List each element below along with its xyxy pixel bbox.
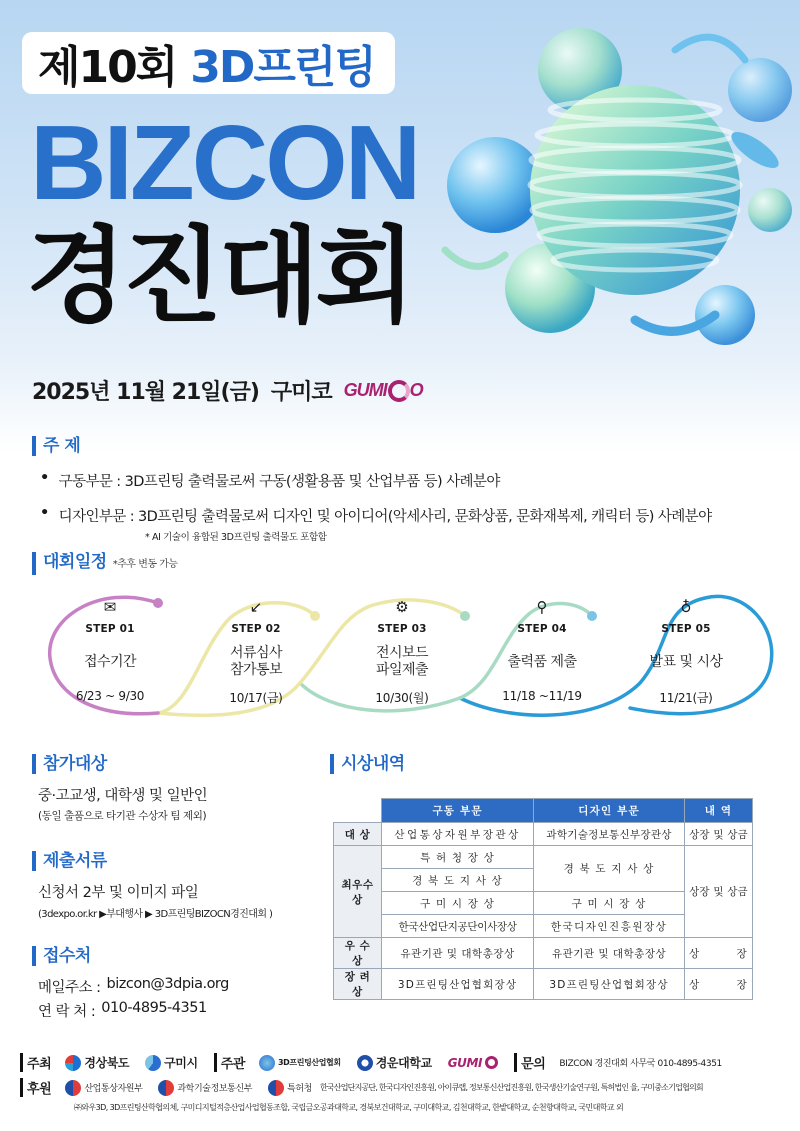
kyungwoon-logo-icon (357, 1055, 373, 1071)
row-excellent-label: 우 수 상 (334, 938, 382, 969)
eligibility-heading: 참가대상 (32, 754, 107, 774)
col-design: 디자인 부문 (534, 799, 685, 823)
host-gyeongbuk: 경상북도 (65, 1054, 129, 1071)
table-row: 경 북 도 지 사 상 (334, 869, 753, 892)
gov-emblem-icon (268, 1080, 284, 1096)
host-label: 주최 (20, 1053, 51, 1072)
hero-3d-sphere-illustration (425, 10, 800, 370)
step-title: 발표 및 시상 (649, 653, 723, 670)
documents-heading: 제출서류 (32, 851, 107, 871)
edition-number: 제10회 (38, 42, 177, 93)
theme-item-label: 디자인부문 : (58, 509, 135, 525)
footer-host-row (20, 1053, 722, 1072)
gyeongbuk-logo-icon (65, 1055, 81, 1071)
row-grand-label: 대 상 (334, 823, 382, 846)
awards-heading: 시상내역 (330, 754, 405, 774)
search-icon: ⚲ (536, 598, 548, 616)
schedule-note: *추후 변동 가능 (112, 559, 178, 570)
step-title: 전시보드 파일제출 (375, 645, 429, 678)
eligibility-sub: (동일 출품으로 타기관 수상자 팀 제외) (38, 810, 207, 822)
step-label: STEP 05 (661, 623, 711, 635)
sponsor-list: 한국산업단지공단, 한국디자인진흥원, 아이큐랩, 정보통신산업진흥원, 한국생산기술연구원, 특허법인 율, 구미중소기업협의회 (319, 1083, 703, 1092)
contact-label: 문의 (514, 1053, 545, 1072)
submission-phone-row (38, 1000, 207, 1021)
phone-label: 연 락 처 : (38, 1004, 96, 1020)
schedule-heading: 대회일정 *추후 변동 가능 (32, 552, 178, 575)
organizer-3dpia: 3D프린팅산업협회 (259, 1055, 341, 1071)
title-contest: 경진대회 (26, 215, 412, 337)
table-row: 대 상 산업통상자원부장관상 과학기술정보통신부장관상 상장 및 상금 (334, 823, 753, 846)
theme-item-drive: • 구동부문 : 3D프린팅 출력물로써 구동(생활용품 및 산업부품 등) 사례분야 (40, 470, 500, 490)
chart-arrow-icon: ↙ (249, 598, 263, 616)
phone-value: 010-4895-4351 (101, 1000, 207, 1016)
theme-heading: 주 제 (32, 436, 80, 456)
organizer-label: 주관 (214, 1053, 245, 1072)
step-label: STEP 03 (377, 623, 427, 635)
documents-main: 신청서 2부 및 이미지 파일 (38, 885, 199, 901)
step-05 (626, 598, 746, 706)
step-date: 10/30(월) (375, 691, 429, 705)
step-02 (196, 598, 316, 706)
sponsor-msit: 과학기술정보통신부 (158, 1080, 252, 1096)
host-gumi: 구미시 (145, 1054, 198, 1071)
event-date-line (32, 375, 423, 406)
table-row: 장 려 상 3D프린팅산업협회장상 3D프린팅산업협회장상 상 장 (334, 969, 753, 1000)
step-title: 접수기간 (83, 653, 137, 670)
step-date: 11/18 ~11/19 (502, 689, 582, 703)
theme-item-label: 구동부문 : (58, 474, 121, 490)
step-03 (342, 598, 462, 706)
table-row (334, 799, 753, 823)
col-drive: 구동 부문 (382, 799, 534, 823)
step-label: STEP 04 (517, 623, 567, 635)
email-value: bizcon@3dpia.org (106, 976, 229, 992)
edition-badge (22, 32, 395, 94)
theme-item-design: • 디자인부문 : 3D프린팅 출력물로써 디자인 및 아이디어(악세사리, 문화상품, 문화재복제, 캐릭터 등) 사례분야 (40, 505, 712, 525)
organizer-gumico: GUMI (448, 1056, 498, 1070)
col-detail: 내 역 (685, 799, 753, 823)
submission-heading: 접수처 (32, 946, 91, 966)
step-label: STEP 02 (231, 623, 281, 635)
row-top-label: 최우수상 (334, 846, 382, 938)
step-01 (50, 598, 170, 703)
table-row: 우 수 상 유관기관 및 대학총장상 유관기관 및 대학총장상 상 장 (334, 938, 753, 969)
gov-emblem-icon (65, 1080, 81, 1096)
gov-emblem-icon (158, 1080, 174, 1096)
gumico-ring-icon (485, 1056, 498, 1069)
step-date: 10/17(금) (229, 691, 283, 705)
event-venue: 구미코 (270, 380, 332, 405)
sponsor-kipo: 특허청 (268, 1080, 312, 1096)
gumico-logo: GUMI O (343, 380, 423, 400)
sponsor-motie: 산업통상자원부 (65, 1080, 142, 1096)
3dpia-logo-icon (259, 1055, 275, 1071)
step-date: 6/23 ~ 9/30 (75, 689, 145, 703)
step-04 (482, 598, 602, 703)
table-row: 최우수상 특 허 청 장 상 경 북 도 지 사 상 상장 및 상금 (334, 846, 753, 869)
email-label: 메일주소 : (38, 980, 101, 996)
sponsor-label: 후원 (20, 1078, 51, 1097)
mail-icon: ✉ (103, 598, 117, 616)
sponsor-list-2: ㈜와우3D, 3D프린팅산학협의체, 구미디지털적층산업사업협동조합, 국립금오공과대학교, 경북보건대학교, 구미대학교, 김천대학교, 한밭대학교, 순천향대학교, 국민대학교 외 (74, 1103, 624, 1112)
step-title: 출력품 제출 (507, 653, 577, 670)
step-label: STEP 01 (85, 623, 135, 635)
submission-email-row (38, 976, 229, 997)
event-date: 2025년 11월 21일(금) (32, 380, 259, 405)
theme-item-text: 3D프린팅 출력물로써 구동(생활용품 및 산업부품 등) 사례분야 (124, 474, 500, 490)
edition-topic: 3D프린팅 (190, 42, 375, 93)
row-encourage-label: 장 려 상 (334, 969, 382, 1000)
eligibility-main: 중·고교생, 대학생 및 일반인 (38, 788, 208, 804)
step-date: 11/21(금) (659, 691, 713, 705)
step-title: 서류심사 참가통보 (229, 645, 283, 678)
table-row: 한국산업단지공단이사장상 한국디자인진흥원장상 (334, 915, 753, 938)
theme-item-text: 3D프린팅 출력물로써 디자인 및 아이디어(악세사리, 문화상품, 문화재복제, 캐릭터 등) 사례분야 (138, 509, 712, 525)
footer-sponsor-row (20, 1078, 703, 1097)
lightbulb-icon: ♁ (680, 598, 692, 616)
gear-icon: ⚙ (395, 598, 409, 616)
organizer-kyungwoon: 경운대학교 (357, 1054, 432, 1071)
contact-info: BIZCON 경진대회 사무국 010-4895-4351 (559, 1059, 722, 1069)
theme-note: * AI 기술이 융합된 3D프린팅 출력물도 포함함 (145, 532, 327, 543)
documents-sub: (3dexpo.or.kr ▶부대행사 ▶ 3D프린팅BIZOCN경진대회 ) (38, 909, 273, 920)
awards-table (333, 798, 753, 1000)
gumi-logo-icon (145, 1055, 161, 1071)
title-bizcon: BIZCON (30, 104, 419, 222)
table-row: 구 미 시 장 상 구 미 시 장 상 (334, 892, 753, 915)
